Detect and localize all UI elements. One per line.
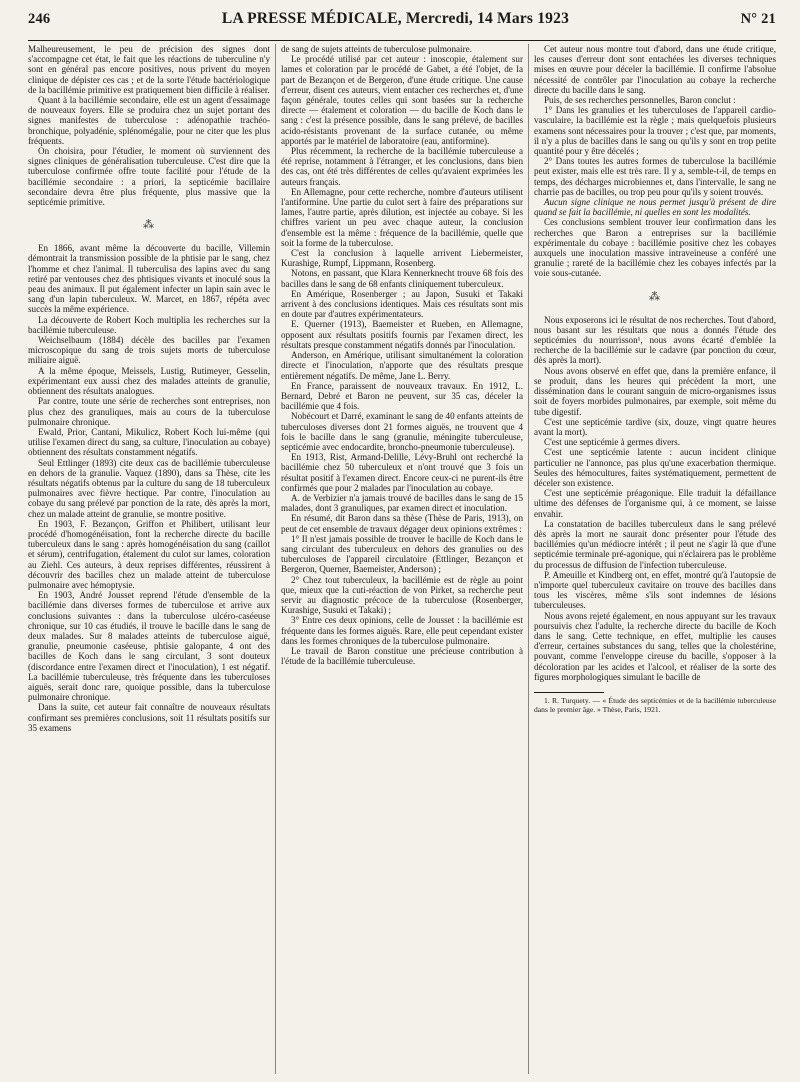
paragraph: Plus récemment, la recherche de la bacillémie tuberculeuse a été reprise, notamment à l'étranger, et les conclusions, dans bien des cas, ont été très différentes de celles qu'avaient exprimées les auteurs français. bbox=[281, 146, 523, 187]
paragraph: Nous avons observé en effet que, dans la première enfance, il se produit, dans les heures qui précèdent la mort, une dissémination dans le courant sanguin de micro-organismes issus soit de foyers morbides pulmonaires, par exemple, soit même du tube digestif. bbox=[534, 365, 776, 417]
paragraph: En 1903, F. Bezançon, Griffon et Philibert, utilisant leur procédé d'homogénéisation, font la recherche directe du bacille tuberculeux dans le sang : après homogénéisation du sang (caillot et sérum), centrifugation, étalement du culot sur lames, coloration au Ziehl. Ces auteurs, à deux reprises différentes, réussirent à découvrir des bacilles chez un malade atteint de tuberculose pulmonaire avec hémoptysie. bbox=[28, 518, 270, 590]
paragraph: Nous avons rejeté également, en nous appuyant sur les travaux poursuivis chez l'adulte, la recherche directe du bacille de Koch dans le sang. Cette technique, en effet, multiplie les causes d'erreur, certaines substances du sang, telles que la cholestérine, pouvant, comme l'enveloppe cireuse du bacille, s'opposer à la décoloration par les acides et l'alcool, et réaliser de la sorte des figures morphologiques simulant le bacille de bbox=[534, 610, 776, 682]
paragraph: A. de Verbizier n'a jamais trouvé de bacilles dans le sang de 15 malades, dont 3 granuliques, par examen direct et inoculation. bbox=[281, 492, 523, 514]
paragraph: Par contre, toute une série de recherches sont entreprises, non plus chez des granuliques, mais au cours de la tuberculose pulmonaire chronique. bbox=[28, 396, 270, 427]
paragraph: Cet auteur nous montre tout d'abord, dans une étude critique, les causes d'erreur dont sont entachées les diverses techniques mises en œuvre pour déceler la bacillémie. Il confirme l'absolue nécessité de contrôler par l'inoculation au cobaye la recherche directe du bacille dans le sang. bbox=[534, 44, 776, 95]
paragraph: 3° Entre ces deux opinions, celle de Jousset : la bacillémie est fréquente dans les formes aiguës. Rare, elle peut cependant exister dans les formes chroniques de la tuberculose pulmonaire. bbox=[281, 615, 523, 646]
paragraph: Quant à la bacillémie secondaire, elle est un agent d'essaimage de nouveaux foyers. Elle se produira chez un sujet portant des signes manifestes de tuberculose : adénopathie trachéo-bronchique, polyadénie, splénomégalie, pour ne citer que les plus fréquents. bbox=[28, 95, 270, 146]
column-rule bbox=[528, 44, 529, 1074]
publication-title: LA PRESSE MÉDICALE, Mercredi, 14 Mars 1923 bbox=[221, 10, 570, 27]
paragraph: C'est une septicémie tardive (six, douze, vingt quatre heures avant la mort). bbox=[534, 416, 776, 437]
column-rule bbox=[275, 44, 276, 1074]
paragraph: P. Ameuille et Kindberg ont, en effet, montré qu'à l'autopsie de n'importe quel tuberculeux cavitaire on trouve des bacilles dans tous les viscères, même s'ils sont indemnes de lésions tuberculeuses. bbox=[534, 569, 776, 611]
paragraph: Puis, de ses recherches personnelles, Baron conclut : bbox=[544, 95, 736, 106]
paragraph: Nobécourt et Darré, examinant le sang de 40 enfants atteints de tuberculoses diverses dont 21 formes aiguës, ne trouvent que 4 fois le bacille dans le sang (granulie, méningite tuberculeuse, septicémie avec endocardite, broncho-pneumonie tuberculeuse). bbox=[281, 411, 523, 452]
section-separator: ⁂ bbox=[143, 219, 155, 232]
paragraph: En 1903, André Jousset reprend l'étude d'ensemble de la bacillémie dans diverses formes de tuberculose et arrive aux conclusions suivantes : dans la tuberculose ulcéro-caséeuse chronique, sur 10 cas étudiés, il trouve le bacille dans le sang de deux malades. Sur 8 malades atteints de tuberculose aiguë, granulie, pneumonie caséeuse, phtisie galopante, 4 ont des bacilles de Koch dans le sang circulant, 3 sont douteux (discordance entre l'examen direct et l'inoculation), 1 est négatif. La bacillémie tuberculeuse, très fréquente dans les tuberculoses aiguës, serait donc rare, quoique possible, dans la tuberculose pulmonaire chronique. bbox=[28, 590, 270, 703]
paragraph: 1° Dans les granulies et les tuberculoses de l'appareil cardio-vasculaire, la bacillémie est la règle ; mais quelquefois plusieurs examens sont nécessaires pour la trouver ; c'est que, par moments, il n'y a plus de bacilles dans le sang ou qu'ils y sont en trop petite quantité pour y être décelés ; bbox=[534, 105, 776, 157]
paragraph: 2° Dans toutes les autres formes de tuberculose la bacillémie peut exister, mais elle est très rare. Il y a, semble-t-il, de temps en temps, des décharges microbiennes et, dans l'intervalle, le sang ne charrie pas de bacilles, ou trop peu pour qu'ils y soient trouvés. bbox=[534, 156, 776, 197]
paragraph: En résumé, dit Baron dans sa thèse (Thèse de Paris, 1913), on peut de cet ensemble de travaux dégager deux opinions extrêmes : bbox=[281, 513, 523, 534]
paragraph: 2° Chez tout tuberculeux, la bacillémie est de règle au point que, mieux que la cuti-réaction de von Pirket, sa recherche peut servir au diagnostic précoce de la tuberculose (Rosenberger, Kurashige, Susuki et Takaki) ; bbox=[281, 574, 523, 616]
paragraph: C'est la conclusion à laquelle arrivent Liebermeister, Kurashige, Rumpf, Lippmann, Rosenberg. bbox=[281, 248, 523, 269]
footnote-rule bbox=[534, 692, 604, 693]
paragraph: Le procédé utilisé par cet auteur : inoscopie, étalement sur lames et coloration par le procédé de Gabet, a été l'objet, de la part de Bezançon et de Bergeron, d'une étude critique. Une cause d'erreur, disent ces auteurs, vient entacher ces recherches et, d'une façon générale, toutes celles qui sont basées sur la recherche directe — étalement et coloration — du bacille de Koch dans le sang : c'est la présence possible, dans le sang prélevé, de bacilles acido-résistants provenant de la surface cutanée, ou même apportés par le matériel de laboratoire (eau, antiformine). bbox=[281, 54, 523, 146]
paragraph: C'est une septicémie à germes divers. bbox=[544, 437, 680, 448]
paragraph: Aucun signe clinique ne nous permet jusqu'à présent de dire quand se fait la bacillémie, ni quelles en sont les modalités. bbox=[534, 197, 776, 218]
article-columns bbox=[28, 44, 776, 1074]
issue-number: N° 21 bbox=[740, 11, 776, 27]
paragraph: A la même époque, Meissels, Lustig, Rutimeyer, Gesselin, expérimentant eux aussi chez des malades atteints de granulie, obtiennent des résultats analogues. bbox=[28, 365, 270, 397]
paragraph: Notons, en passant, que Klara Kennerknecht trouve 68 fois des bacilles dans le sang de 68 enfants cliniquement tuberculeux. bbox=[281, 268, 523, 289]
paragraph: En France, paraissent de nouveaux travaux. En 1912, L. Bernard, Debré et Baron ne peuvent, sur 35 cas, déceler la bacillémie que 4 fois. bbox=[281, 380, 523, 412]
column-left bbox=[28, 44, 270, 1074]
column-right bbox=[534, 44, 776, 1074]
section-separator: ⁂ bbox=[649, 290, 661, 303]
paragraph: Seul Ettlinger (1893) cite deux cas de bacillémie tuberculeuse en dehors de la granulie. Vaquez (1890), dans sa Thèse, cite les résultats négatifs obtenus par la culture du sang de 18 tuberculeux pulmonaires avec fièvre hectique. Par contre, l'inoculation au cobaye du sang prélevé par ponction de la rate, dès après la mort, chez un malade atteint de granulie, se montre positive. bbox=[28, 457, 270, 519]
paragraph: La constatation de bacilles tuberculeux dans le sang prélevé dès après la mort ne saurait donc présenter pour l'étude des bacillémies qu'un médiocre intérêt ; il peut ne s'agir là que d'une septicémie terminale pré-agonique, qui n'éclairera pas le problème du processus de diffusion de l'infection tuberculeuse. bbox=[534, 518, 776, 570]
newspaper-page bbox=[28, 10, 776, 1074]
paragraph: Anderson, en Amérique, utilisant simultanément la coloration directe et l'inoculation, n'apporte que des résultats presque entièrement négatifs. De même, Jane L. Berry. bbox=[281, 350, 523, 381]
paragraph: E. Querner (1913), Baemeister et Rueben, en Allemagne, opposent aux résultats positifs fournis par l'examen direct, les résultats presque constamment négatifs donnés par l'inoculation. bbox=[281, 319, 523, 350]
paragraph: En 1913, Rist, Armand-Delille, Lévy-Bruhl ont recherché la bacillémie chez 50 tuberculeux et n'ont trouvé que 3 fois un résultat positif à l'examen direct. Encore ceux-ci ne purent-ils être confirmés que pour 2 malades par l'inoculation au cobaye. bbox=[281, 452, 523, 493]
paragraph: Le travail de Baron constitue une précieuse contribution à l'étude de la bacillémie tuberculeuse. bbox=[281, 645, 523, 667]
page-header bbox=[28, 10, 776, 41]
paragraph: C'est une septicémie préagonique. Elle traduit la défaillance ultime des défenses de l'organisme qui, à ce moment, se laisse envahir. bbox=[534, 488, 776, 519]
paragraph: En Amérique, Rosenberger ; au Japon, Susuki et Takaki arrivent à des conclusions identiques. Mais ces résultats sont mis en doute par d'autres expérimentateurs. bbox=[281, 288, 523, 320]
column-middle bbox=[281, 44, 523, 1074]
paragraph: Ces conclusions semblent trouver leur confirmation dans les recherches que Baron a entreprises sur la bacillémie expérimentale du cobaye : bacillémie positive chez les cobayes auxquels une inoculation massive intraveineuse a conféré une granulie ; rareté de la bacillémie chez les cobayes infectés par la voie sous-cutanée. bbox=[534, 217, 776, 279]
paragraph: C'est une septicémie latente : aucun incident clinique particulier ne l'annonce, pas plus qu'une exacerbation thermique. Seules des hémocultures, faites systématiquement, permettent de déceler son existence. bbox=[534, 447, 776, 488]
paragraph: Malheureusement, le peu de précision des signes dont s'accompagne cet état, le fait que les réactions de tuberculine n'y sont en général pas encore positives, nous privent du moyen clinique de dépister ces cas ; et de la sorte l'étude bactériologique de la bacillémie primitive est pratiquement bien difficile à réaliser. bbox=[28, 44, 270, 95]
footnote: 1. R. Turquety. — « Étude des septicémies et de la bacillémie tuberculeuse dans le premier âge. » Thèse, Paris, 1921. bbox=[534, 695, 776, 714]
paragraph: On choisira, pour l'étudier, le moment où surviennent des signes cliniques de généralisation tuberculeuse. C'est dire que la tuberculose confirmée offre toute facilité pour l'étude de la bacillémie secondaire : a priori, la septicémie bacillaire secondaire devra être plus fréquente, plus massive que la septicémie primitive. bbox=[28, 146, 270, 208]
paragraph: Ewald, Prior, Cantani, Mikulicz, Robert Koch lui-même (qui utilise l'examen direct du sang, sa culture, l'inoculation au cobaye) obtiennent des résultats constamment négatifs. bbox=[28, 426, 270, 458]
paragraph: La découverte de Robert Koch multiplia les recherches sur la bacillémie tuberculeuse. bbox=[28, 314, 270, 335]
page-number: 246 bbox=[28, 11, 51, 27]
paragraph: 1° Il n'est jamais possible de trouver le bacille de Koch dans le sang circulant des tuberculeux en dehors des granulies ou des tuberculoses de l'appareil circulatoire (Ettlinger, Bezançon et Bergeron, Querner, Baemeister, Anderson) ; bbox=[281, 533, 523, 575]
paragraph: En 1866, avant même la découverte du bacille, Villemin démontrait la transmission possible de la phtisie par le sang, chez l'homme et chez l'animal. Il tuberculisa des lapins avec du sang retiré par ventouses chez des phtisiques vivants et inoculé sous la peau des animaux. Il put également infecter un lapin sain avec le sang d'un lapin tuberculeux. W. Marcet, en 1867, répéta avec succès la même expérience. bbox=[28, 243, 270, 315]
paragraph: Dans la suite, cet auteur fait connaître de nouveaux résultats confirmant ses premières conclusions, soit 11 résultats positifs sur 35 examens bbox=[28, 702, 270, 733]
paragraph: Weichselbaum (1884) décèle des bacilles par l'examen microscopique du sang de trois sujets morts de tuberculose miliaire aiguë. bbox=[28, 335, 270, 366]
paragraph: En Allemagne, pour cette recherche, nombre d'auteurs utilisent l'antiformine. Une partie du culot sert à faire des préparations sur lames, l'autre partie, après dilution, est injectée au cobaye. Si les chiffres varient un peu avec chaque auteur, la conclusion d'ensemble est la même : fréquence de la bacillémie, quelle que soit la forme de la tuberculose. bbox=[281, 186, 523, 248]
paragraph: de sang de sujets atteints de tuberculose pulmonaire. bbox=[281, 44, 472, 54]
paragraph: Nous exposerons ici le résultat de nos recherches. Tout d'abord, nous basant sur les résultats que nous a donnés l'étude des septicémies du nourrisson¹, nous avons écarté d'emblée la recherche de la bacillémie sur le cadavre (par ponction du cœur, dès après la mort). bbox=[534, 314, 776, 366]
